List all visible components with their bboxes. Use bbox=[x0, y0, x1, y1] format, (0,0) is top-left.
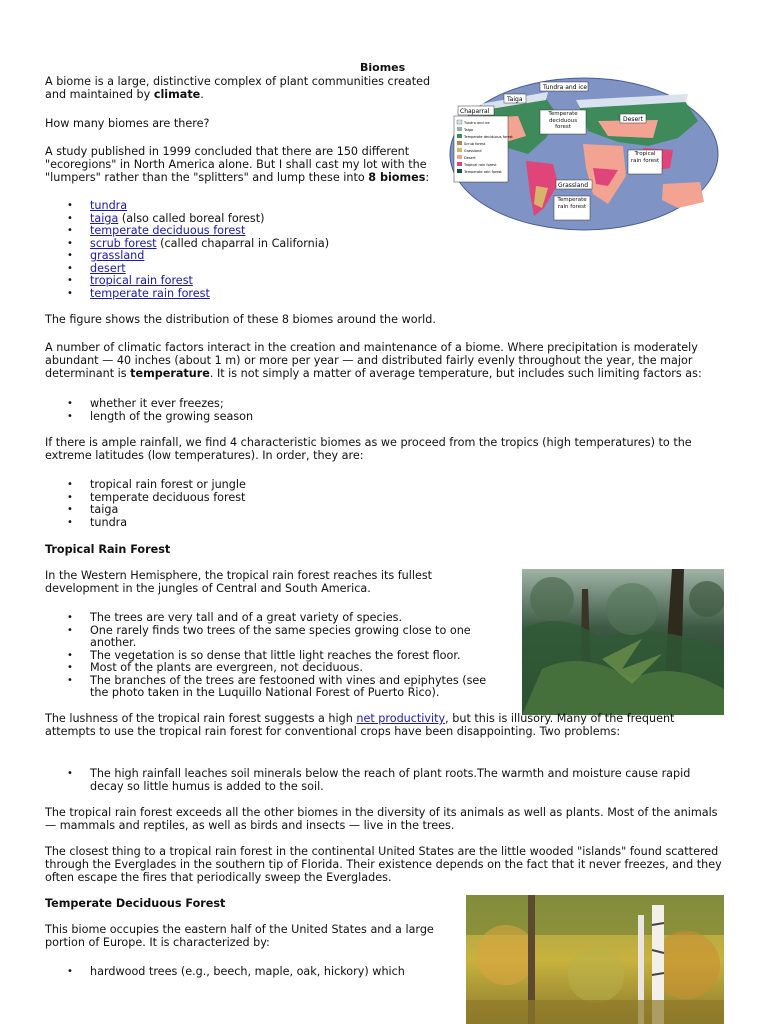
legend-entry: Tundra and ice bbox=[464, 121, 490, 125]
trf-diversity-paragraph: The tropical rain forest exceeds all the other biomes in the diversity of its animals as well as plants. Most of the animals — mammals and reptiles, as well as birds and insects — live in the trees. bbox=[45, 806, 718, 832]
trf-problems-list bbox=[45, 768, 725, 793]
intro-text: A biome is a large, distinctive complex of plant communities created and maintained by bbox=[45, 75, 431, 101]
map-label-tundra: Tundra and ice bbox=[543, 84, 588, 91]
map-label-grassland: Grassland bbox=[558, 182, 588, 189]
biome-link-temperate-deciduous[interactable]: temperate deciduous forest bbox=[90, 224, 246, 237]
section-heading-temperate-deciduous-forest: Temperate Deciduous Forest bbox=[45, 897, 226, 910]
factors-list bbox=[45, 398, 253, 423]
trf-lushness-paragraph bbox=[45, 712, 725, 738]
list-item: • The branches of the trees are festooned with vines and epiphytes (see the photo taken in the Luquillo National Forest of Puerto Rico). bbox=[45, 675, 507, 700]
net-productivity-link[interactable]: net productivity bbox=[356, 712, 446, 725]
biome-link-temperate-rain-forest[interactable]: temperate rain forest bbox=[90, 286, 210, 300]
list-item: • temperate deciduous forest bbox=[45, 492, 246, 505]
legend-entry: Temperate deciduous forest bbox=[464, 135, 513, 139]
list-item: • The trees are very tall and of a great variety of species. bbox=[45, 612, 507, 625]
page-title: Biomes bbox=[360, 61, 406, 74]
rainfall-paragraph: If there is ample rainfall, we find 4 characteristic biomes as we proceed from the tropics (high temperatures) to the extreme latitudes (low temperatures). In order, they are: bbox=[45, 436, 692, 462]
map-label-tropical: Tropical rain forest bbox=[630, 151, 660, 164]
biome-link-scrub-forest[interactable]: scrub forest bbox=[90, 236, 157, 250]
list-item: • The vegetation is so dense that little light reaches the forest floor. bbox=[45, 650, 507, 663]
biome-link-taiga[interactable]: taiga bbox=[90, 211, 119, 225]
legend-entry: Grassland bbox=[464, 149, 482, 153]
climate-paragraph bbox=[45, 341, 725, 380]
intro-paragraph bbox=[45, 75, 450, 101]
legend-entry: Temperate rain forest bbox=[464, 170, 502, 174]
list-item: • One rarely finds two trees of the same species growing close to one another. bbox=[45, 625, 507, 650]
list-item: • Most of the plants are evergreen, not deciduous. bbox=[45, 662, 507, 675]
rain-forest-photo bbox=[522, 569, 724, 715]
biome-link-grassland[interactable]: grassland bbox=[90, 249, 145, 262]
rain-forest-photo-graphic bbox=[522, 569, 724, 715]
temperature-keyword: temperature bbox=[130, 367, 210, 380]
list-item: • tropical rain forest or jungle bbox=[45, 479, 246, 492]
trf-florida-paragraph: The closest thing to a tropical rain forest in the continental United States are the little wooded "islands" found scattered through the Everglades in the southern tip of Florida. Their existence depends on the fact that it never freezes, and they often escape the fires that periodically sweep the Everglades. bbox=[45, 845, 722, 884]
tdf-traits-list bbox=[45, 966, 445, 979]
deciduous-forest-photo bbox=[466, 895, 724, 1024]
map-label-desert: Desert bbox=[623, 116, 643, 123]
list-item: • The high rainfall leaches soil minerals below the reach of plant roots.The warmth and moisture cause rapid decay so little humus is added to the soil. bbox=[45, 768, 725, 793]
list-item: • taiga bbox=[45, 504, 246, 517]
trf-traits-list bbox=[45, 612, 507, 700]
intro-end: . bbox=[200, 88, 204, 101]
legend-entry: Tropical rain forest bbox=[464, 163, 497, 167]
list-item bbox=[45, 288, 329, 301]
climate-keyword: climate bbox=[153, 88, 201, 101]
biome-list bbox=[45, 200, 329, 300]
study-end: : bbox=[425, 171, 430, 184]
lushness-text: The lushness of the tropical rain forest suggests a high bbox=[45, 712, 357, 725]
map-label-chaparral: Chaparral bbox=[460, 108, 490, 115]
list-item: • whether it ever freezes; bbox=[45, 398, 253, 411]
list-item bbox=[45, 238, 329, 251]
trf-paragraph-intro: In the Western Hemisphere, the tropical rain forest reaches its fullest development in the jungles of Central and South America. bbox=[45, 569, 433, 595]
biome-link-tropical-rain-forest[interactable]: tropical rain forest bbox=[90, 274, 193, 287]
biome-count-keyword: 8 biomes bbox=[368, 171, 426, 184]
biome-link-desert[interactable]: desert bbox=[90, 261, 126, 275]
map-label-temperate-deciduous: Temperate deciduous forest bbox=[548, 111, 578, 130]
legend-entry: Desert bbox=[464, 156, 476, 160]
lushness-end: , but this is illusory. Many of the frequent attempts to use the tropical rain forest for conventional crops have been disappointing. Two problems: bbox=[45, 712, 675, 738]
list-note: (also called boreal forest) bbox=[118, 211, 265, 225]
figure-note: The figure shows the distribution of these 8 biomes around the world. bbox=[45, 313, 436, 326]
list-item: • tundra bbox=[45, 517, 246, 530]
biome-map-graphic bbox=[448, 76, 720, 232]
legend-entry: Taiga bbox=[464, 128, 474, 132]
order-list bbox=[45, 479, 246, 529]
list-item: • hardwood trees (e.g., beech, maple, oak, hickory) which bbox=[45, 966, 445, 979]
biome-link-tundra[interactable]: tundra bbox=[90, 199, 128, 212]
deciduous-forest-photo-graphic bbox=[466, 895, 724, 1024]
climate-end: . It is not simply a matter of average temperature, but includes such limiting factors as: bbox=[209, 367, 702, 380]
list-note: (called chaparral in California) bbox=[156, 236, 330, 250]
biome-world-map bbox=[448, 76, 720, 232]
study-paragraph bbox=[45, 145, 430, 184]
list-item bbox=[45, 250, 329, 263]
list-item: • length of the growing season bbox=[45, 411, 253, 424]
legend-entry: Scrub forest bbox=[464, 142, 486, 146]
tdf-paragraph-intro: This biome occupies the eastern half of the United States and a large portion of Europe. It is characterized by: bbox=[45, 923, 434, 949]
section-heading-tropical-rain-forest: Tropical Rain Forest bbox=[45, 543, 171, 556]
question-paragraph: How many biomes are there? bbox=[45, 117, 210, 130]
climate-text: A number of climatic factors interact in the creation and maintenance of a biome. Where precipitation is moderately abundant — 40 inches (about 1 m) or more per year — and distributed fairly evenly throughout the year, the major determinant is bbox=[45, 341, 698, 380]
study-text: A study published in 1999 concluded that there are 150 different "ecoregions" in North America alone. But I shall cast my lot with the "lumpers" rather than the "splitters" and lump these into bbox=[45, 145, 427, 184]
map-label-temperate-rain: Temperate rain forest bbox=[557, 197, 587, 210]
map-label-taiga: Taiga bbox=[507, 96, 523, 103]
